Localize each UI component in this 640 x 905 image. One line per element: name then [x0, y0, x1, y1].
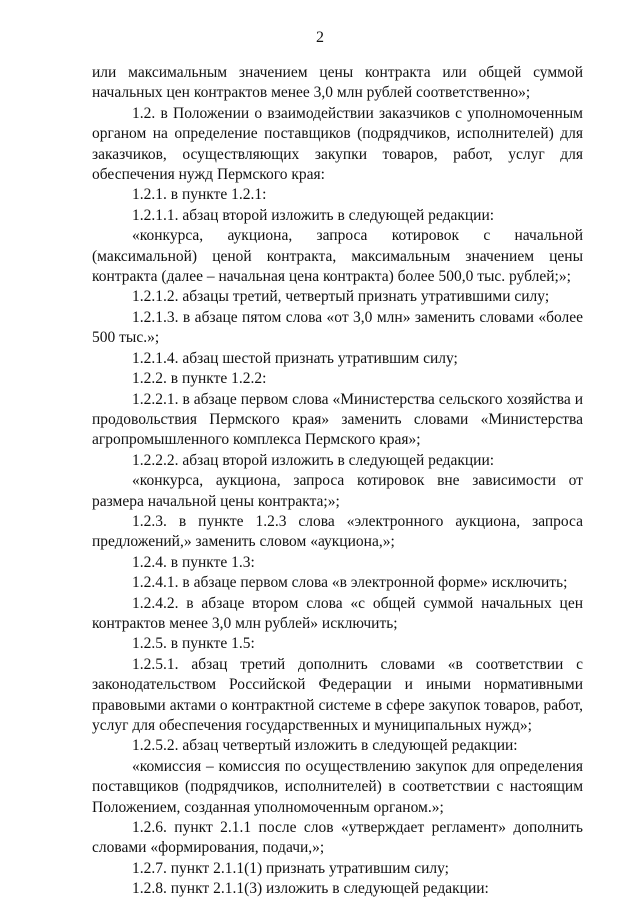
- paragraph: 1.2.5. в пункте 1.5:: [132, 635, 255, 653]
- paragraph: 1.2.5.2. абзац четвертый изложить в следующей редакции:: [132, 737, 518, 755]
- paragraph: «конкурса, аукциона, запроса котировок вне зависимости от размера начальной цены контракта;»;: [92, 472, 583, 510]
- paragraph: 1.2.8. пункт 2.1.1(3) изложить в следующей редакции:: [132, 880, 489, 898]
- paragraph: 1.2.7. пункт 2.1.1(1) признать утратившим силу;: [132, 859, 449, 877]
- paragraph: 1.2.1.3. в абзаце пятом слова «от 3,0 млн» заменить словами «более 500 тыс.»;: [92, 308, 583, 347]
- paragraph: 1.2.5.1. абзац третий дополнить словами «в соответствии с законодательством Российской Федерации и иными нормативными правовыми актами о контрактной системе в сфере закупок товаров, работ, услуг для обеспечения государственных и муниципальных нужд»;: [92, 655, 583, 734]
- document-body: [92, 63, 583, 900]
- paragraph: 1.2. в Положении о взаимодействии заказчиков с уполномоченным органом на определение поставщиков (подрядчиков, исполнителей) для заказчиков, осуществляющих закупки товаров, работ, услуг для обеспечения нужд Пермского края:: [92, 104, 583, 184]
- paragraph: или максимальным значением цены контракта или общей суммой начальных цен контрактов менее 3,0 млн рублей соответственно»;: [92, 64, 583, 102]
- paragraph: 1.2.4.1. в абзаце первом слова «в электронной форме» исключить;: [132, 574, 568, 592]
- paragraph: 1.2.4.2. в абзаце втором слова «с общей суммой начальных цен контрактов менее 3,0 млн рублей» исключить;: [92, 594, 583, 632]
- page-number: 2: [316, 29, 324, 46]
- paragraph: 1.2.1.2. абзацы третий, четвертый признать утратившими силу;: [132, 288, 550, 306]
- paragraph: 1.2.2.2. абзац второй изложить в следующей редакции:: [132, 451, 495, 469]
- paragraph: «комиссия – комиссия по осуществлению закупок для определения поставщиков (подрядчиков, исполнителей) в соответствии с настоящим Положением, созданная уполномоченным органом.»;: [92, 757, 583, 816]
- paragraph: 1.2.1.4. абзац шестой признать утратившим силу;: [132, 349, 458, 367]
- paragraph: 1.2.3. в пункте 1.2.3 слова «электронного аукциона, запроса предложений,» заменить словом «аукциона,»;: [92, 512, 583, 551]
- paragraph: 1.2.6. пункт 2.1.1 после слов «утверждает регламент» дополнить словами «формирования, подачи,»;: [92, 819, 583, 857]
- paragraph: «конкурса, аукциона, запроса котировок с начальной (максимальной) ценой контракта, максимальным значением цены контракта (далее – начальная цена контракта) более 500,0 тыс. рублей;»;: [92, 227, 583, 286]
- paragraph: 1.2.4. в пункте 1.3:: [132, 553, 255, 571]
- paragraph: 1.2.2. в пункте 1.2.2:: [132, 370, 267, 388]
- paragraph: 1.2.2.1. в абзаце первом слова «Министерства сельского хозяйства и продовольствия Пермского края» заменить словами «Министерства агропромышленного комплекса Пермского края»;: [92, 390, 583, 449]
- paragraph: 1.2.1.1. абзац второй изложить в следующей редакции:: [132, 206, 495, 224]
- paragraph: 1.2.1. в пункте 1.2.1:: [132, 186, 267, 204]
